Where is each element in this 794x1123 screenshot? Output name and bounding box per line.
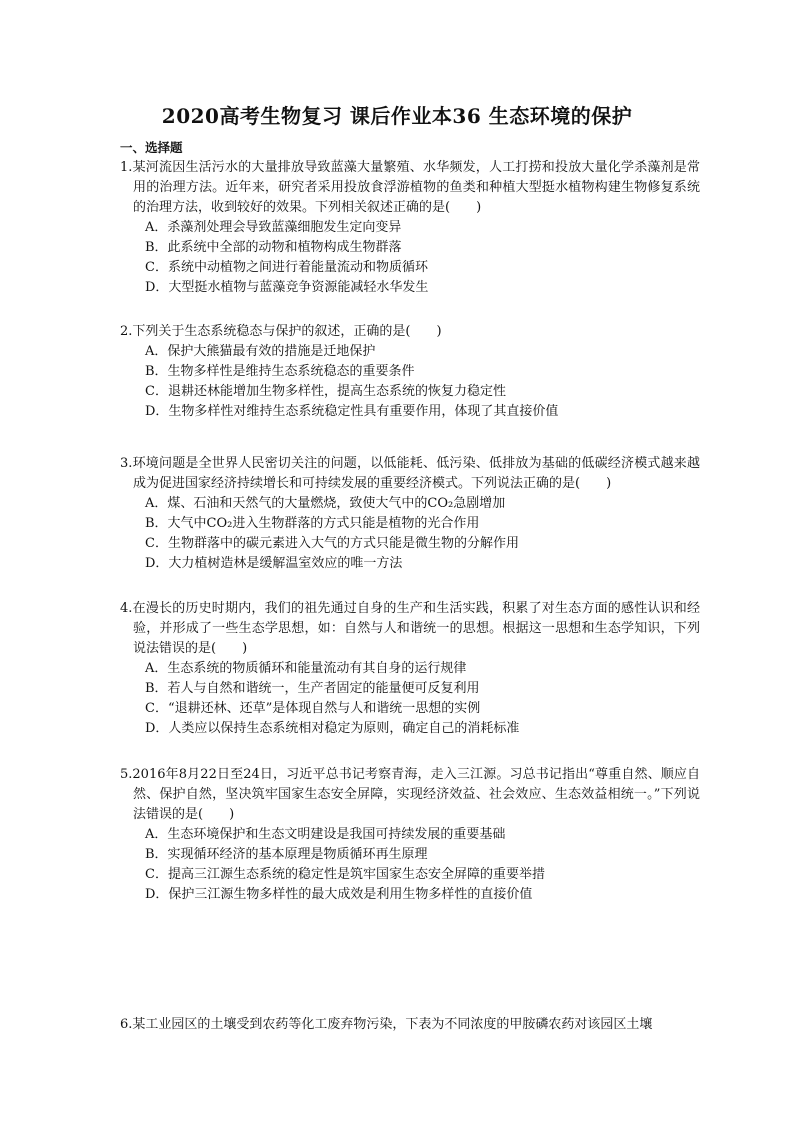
question-6 xyxy=(120,1015,700,1035)
question-2 xyxy=(120,322,700,422)
option-d: D．保护三江源生物多样性的最大成效是利用生物多样性的直接价值 xyxy=(145,887,533,902)
option-b: B．此系统中全部的动物和植物构成生物群落 xyxy=(145,240,402,255)
question-stem: 1.某河流因生活污水的大量排放导致蓝藻大量繁殖、水华频发，人工打捞和投放大量化学杀藻剂是常用的治理方法。近年来，研究者采用投放食浮游植物的鱼类和种植大型挺水植物构建生物修复系统的治理方法，收到较好的效果。下列相关叙述正确的是( ) xyxy=(120,160,700,215)
option-b: B．大气中CO₂进入生物群落的方式只能是植物的光合作用 xyxy=(145,516,480,531)
option-c: C．系统中动植物之间进行着能量流动和物质循环 xyxy=(145,260,428,275)
option-c: C．提高三江源生态系统的稳定性是筑牢国家生态安全屏障的重要举措 xyxy=(145,867,545,882)
question-stem: 4.在漫长的历史时期内，我们的祖先通过自身的生产和生活实践，积累了对生态方面的感性认识和经验，并形成了一些生态学思想，如：自然与人和谐统一的思想。根据这一思想和生态学知识，下列说法错误的是( ) xyxy=(120,601,700,656)
option-b: B．生物多样性是维持生态系统稳态的重要条件 xyxy=(145,364,415,379)
question-5 xyxy=(120,765,700,905)
option-c: C．生物群落中的碳元素进入大气的方式只能是微生物的分解作用 xyxy=(145,536,519,551)
option-c: C．退耕还林能增加生物多样性，提高生态系统的恢复力稳定性 xyxy=(145,384,506,399)
option-c: C．“退耕还林、还草”是体现自然与人和谐统一思想的实例 xyxy=(145,701,481,716)
option-b: B．实现循环经济的基本原理是物质循环再生原理 xyxy=(145,847,428,862)
question-stem: 5.2016年8月22日至24日，习近平总书记考察青海，走入三江源。习总书记指出“尊重自然、顺应自然、保护自然，坚决筑牢国家生态安全屏障，实现经济效益、社会效应、生态效益相统一。”下列说法错误的是( ) xyxy=(120,767,700,822)
question-stem: 6.某工业园区的土壤受到农药等化工废弃物污染，下表为不同浓度的甲胺磷农药对该园区土壤 xyxy=(120,1017,653,1032)
option-b: B．若人与自然和谐统一，生产者固定的能量便可反复利用 xyxy=(145,681,480,696)
option-a: A．生态环境保护和生态文明建设是我国可持续发展的重要基础 xyxy=(145,827,506,842)
question-3 xyxy=(120,454,700,574)
document-title: 2020高考生物复习 课后作业本36 生态环境的保护 xyxy=(161,104,633,128)
question-1 xyxy=(120,158,700,298)
option-d: D．大力植树造林是缓解温室效应的唯一方法 xyxy=(145,556,403,571)
option-d: D．大型挺水植物与蓝藻竞争资源能减轻水华发生 xyxy=(145,280,429,295)
question-stem: 2.下列关于生态系统稳态与保护的叙述，正确的是( ) xyxy=(120,324,442,339)
option-a: A．保护大熊猫最有效的措施是迁地保护 xyxy=(145,344,376,359)
option-a: A．杀藻剂处理会导致蓝藻细胞发生定向变异 xyxy=(145,220,402,235)
question-stem: 3.环境问题是全世界人民密切关注的问题，以低能耗、低污染、低排放为基础的低碳经济模式越来越成为促进国家经济持续增长和可持续发展的重要经济模式。下列说法正确的是( ) xyxy=(120,456,700,491)
option-d: D．人类应以保持生态系统相对稳定为原则，确定自己的消耗标准 xyxy=(145,721,520,736)
section-heading: 一、选择题 xyxy=(120,140,183,155)
option-d: D．生物多样性对维持生态系统稳定性具有重要作用，体现了其直接价值 xyxy=(145,404,559,419)
option-a: A．生态系统的物质循环和能量流动有其自身的运行规律 xyxy=(145,661,467,676)
question-4 xyxy=(120,599,700,739)
option-a: A．煤、石油和天然气的大量燃烧，致使大气中的CO₂急剧增加 xyxy=(145,496,506,511)
